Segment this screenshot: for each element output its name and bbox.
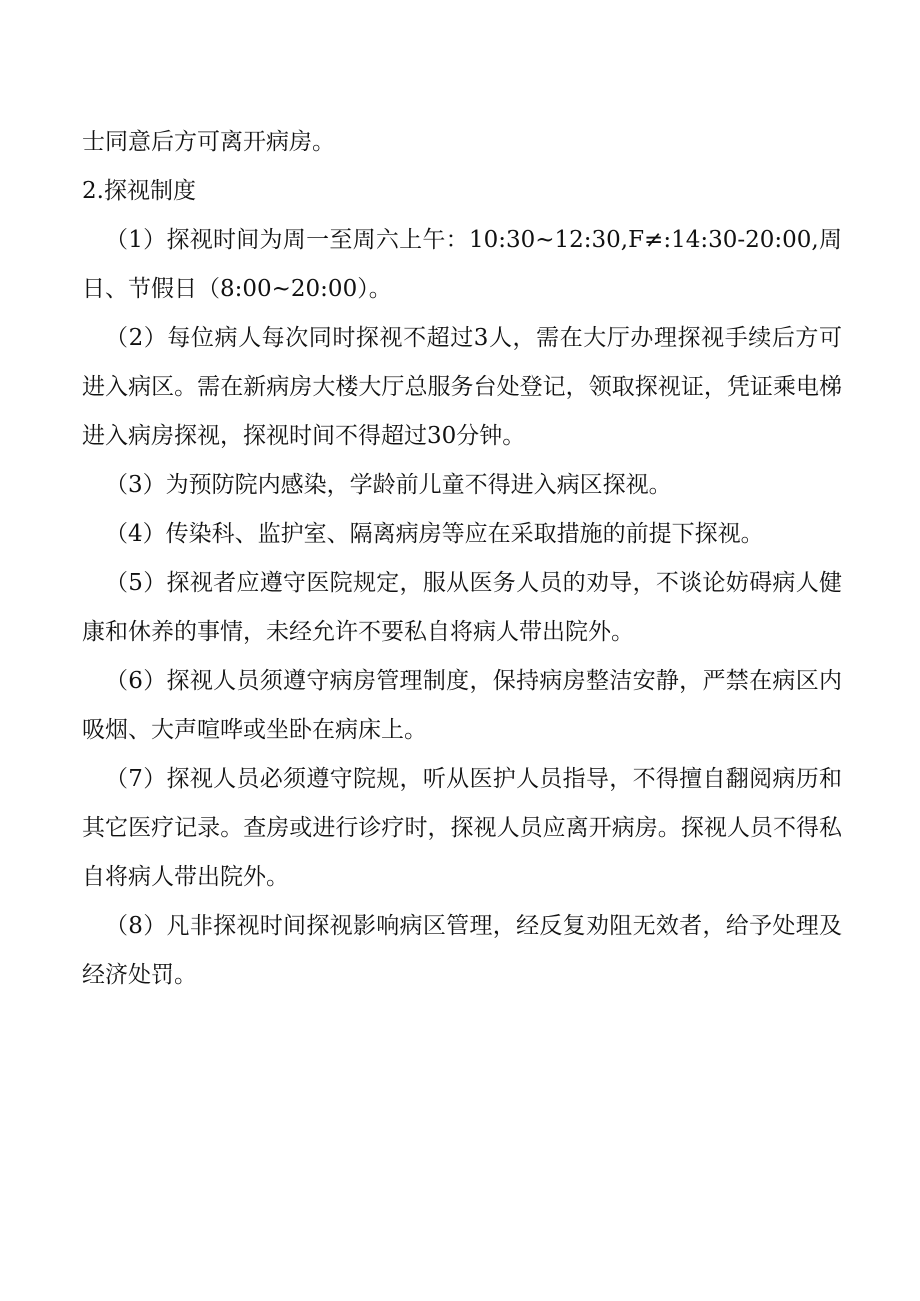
rule-paragraph-7: （7）探视人员必须遵守院规，听从医护人员指导，不得擅自翻阅病历和其它医疗记录。查房或进行诊疗时，探视人员应离开病房。探视人员不得私自将病人带出院外。: [82, 766, 842, 890]
rule-paragraph-4: （4）传染科、监护室、隔离病房等应在采取措施的前提下探视。: [105, 521, 764, 547]
rule-paragraph-2: （2）每位病人每次同时探视不超过3人，需在大厅办理探视手续后方可进入病区。需在新病房大楼大厅总服务台处登记，领取探视证，凭证乘电梯进入病房探视，探视时间不得超过30分钟。: [82, 325, 842, 449]
continuation-text: 士同意后方可离开病房。: [82, 129, 335, 155]
section-heading: 2.探视制度: [82, 178, 196, 204]
rule-paragraph-6: （6）探视人员须遵守病房管理制度，保持病房整洁安静，严禁在病区内吸烟、大声喧哗或坐卧在病床上。: [82, 668, 842, 743]
rule-paragraph-5: （5）探视者应遵守医院规定，服从医务人员的劝导，不谈论妨碍病人健康和休养的事情，未经允许不要私自将病人带出院外。: [82, 570, 842, 645]
document-body: [82, 118, 842, 1000]
rule-paragraph-3: （3）为预防院内感染，学龄前儿童不得进入病区探视。: [105, 472, 672, 498]
rule-paragraph-8: （8）凡非探视时间探视影响病区管理，经反复劝阻无效者，给予处理及经济处罚。: [82, 913, 842, 988]
rule-paragraph-1: （1）探视时间为周一至周六上午：10:30~12:30,F≠:14:30-20:00,周日、节假日（8:00~20:00）。: [82, 227, 842, 302]
